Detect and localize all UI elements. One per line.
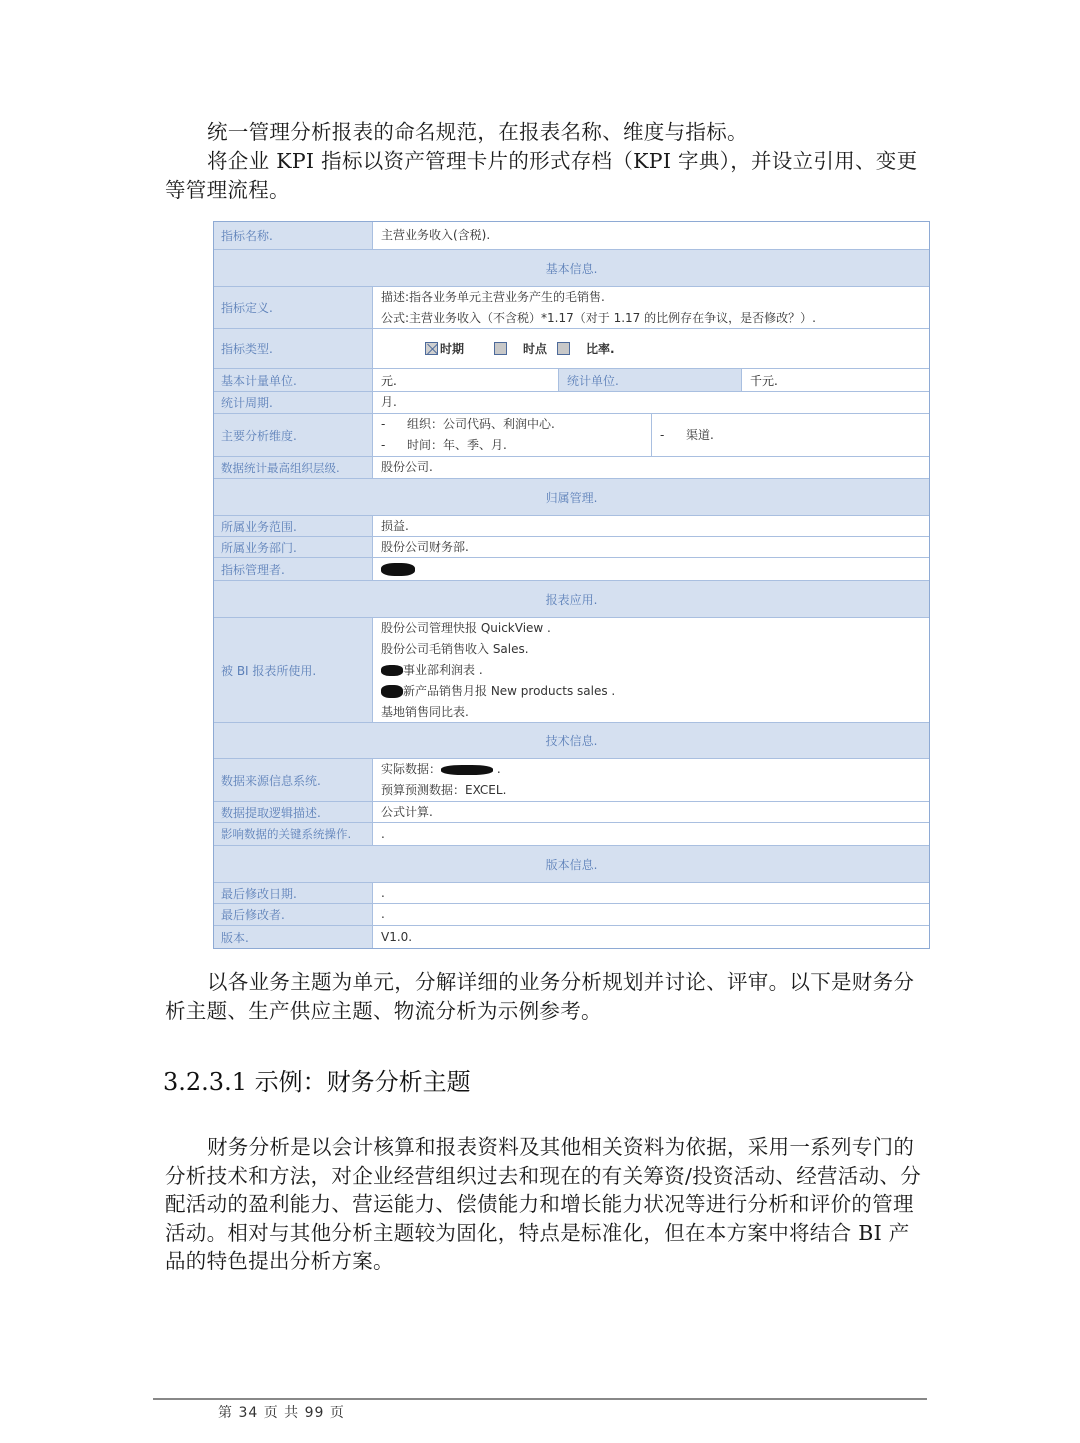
- label-base-unit: 基本计量单位.: [214, 369, 373, 391]
- section-ownership: 归属管理.: [214, 479, 929, 516]
- label-definition: 指标定义.: [214, 287, 373, 328]
- row-period: [214, 392, 929, 414]
- label-bi-reports: 被 BI 报表所使用.: [214, 618, 373, 722]
- row-top-level: [214, 457, 929, 479]
- row-kpi-type: [214, 329, 929, 369]
- row-extract: [214, 802, 929, 823]
- value-department: 股份公司财务部.: [381, 539, 469, 554]
- row-unit: [214, 369, 929, 392]
- definition-formula: 公式:主营业务收入（不含税）*1.17（对于 1.17 的比例存在争议，是否修改？）.: [381, 310, 816, 325]
- source-actual: 实际数据： .: [381, 762, 501, 776]
- row-kpi-name: [214, 222, 929, 250]
- label-top-level: 数据统计最高组织层级.: [214, 457, 373, 478]
- kpi-card-table: [213, 221, 930, 949]
- row-department: [214, 537, 929, 558]
- type-option-ratio[interactable]: 比率.: [557, 340, 615, 357]
- value-key-ops: .: [381, 826, 385, 841]
- value-stat-unit: 千元.: [750, 373, 778, 388]
- row-last-editor: [214, 904, 929, 926]
- page-number: 第 34 页 共 99 页: [218, 1405, 345, 1421]
- value-extract: 公式计算.: [381, 804, 433, 819]
- intro-paragraph-2: 将企业 KPI 指标以资产管理卡片的形式存档（KPI 字典），并设立引用、变更等管理流程。: [165, 149, 918, 202]
- redacted-prefix: [381, 685, 403, 698]
- definition-description: 描述:指各业务单元主营业务产生的毛销售.: [381, 289, 605, 304]
- row-key-ops: [214, 823, 929, 846]
- label-last-date: 最后修改日期.: [214, 883, 373, 903]
- label-dimensions: 主要分析维度.: [214, 414, 373, 456]
- label-stat-unit: 统计单位.: [558, 369, 742, 391]
- bi-report-item: 新产品销售月报 New products sales .: [381, 681, 929, 702]
- source-budget: 预算预测数据：EXCEL.: [381, 783, 507, 797]
- value-period: 月.: [381, 395, 397, 409]
- dimension-org: - 组织：公司代码、利润中心.: [381, 417, 555, 431]
- intro-paragraph-1: 统一管理分析报表的命名规范，在报表名称、维度与指标。: [207, 120, 748, 144]
- row-data-source: [214, 759, 929, 802]
- redacted-prefix: [381, 665, 403, 676]
- bi-report-item: 股份公司管理快报 QuickView .: [381, 620, 551, 635]
- checkbox-unchecked-icon[interactable]: [494, 342, 507, 355]
- bi-report-item: 基地销售同比表.: [381, 704, 469, 719]
- section-version-info: 版本信息.: [214, 846, 929, 883]
- row-dimensions: [214, 414, 929, 457]
- row-last-date: [214, 883, 929, 904]
- label-last-editor: 最后修改者.: [214, 904, 373, 925]
- label-extract: 数据提取逻辑描述.: [214, 802, 373, 822]
- redacted-system-name: [441, 765, 493, 775]
- section-tech-info: 技术信息.: [214, 723, 929, 759]
- value-base-unit: 元.: [381, 373, 397, 388]
- label-department: 所属业务部门.: [214, 537, 373, 557]
- body-paragraph-finance: 财务分析是以会计核算和报表资料及其他相关资料为依据，采用一系列专门的分析技术和方法，对企业经营组织过去和现在的有关筹资/投资活动、经营活动、分配活动的盈利能力、营运能力、偿债能力和增长能力状况等进行分析和评价的管理活动。相对与其他分析主题较为固化，特点是标准化，但在本方案中将结合 BI 产品的特色提出分析方案。: [165, 1135, 922, 1273]
- section-basic-info: 基本信息.: [214, 250, 929, 287]
- section-heading: 3.2.3.1 示例：财务分析主题: [163, 1068, 471, 1096]
- label-kpi-type: 指标类型.: [214, 329, 373, 368]
- bi-report-list: [373, 618, 929, 722]
- checkbox-unchecked-icon[interactable]: [557, 342, 570, 355]
- checkbox-checked-icon[interactable]: [425, 342, 438, 355]
- value-scope: 损益.: [381, 518, 409, 533]
- row-version: [214, 926, 929, 948]
- value-last-date: .: [381, 885, 385, 900]
- label-key-ops: 影响数据的关键系统操作.: [214, 823, 373, 845]
- type-option-point[interactable]: 时点: [494, 340, 547, 357]
- section-report-usage: 报表应用.: [214, 581, 929, 618]
- value-kpi-name: 主营业务收入(含税).: [381, 228, 491, 242]
- label-version: 版本.: [214, 926, 373, 948]
- label-data-source: 数据来源信息系统.: [214, 759, 373, 801]
- value-last-editor: .: [381, 907, 385, 921]
- body-paragraph-themes: 以各业务主题为单元，分解详细的业务分析规划并讨论、评审。以下是财务分析主题、生产供应主题、物流分析为示例参考。: [165, 970, 915, 1023]
- type-option-period[interactable]: 时期: [425, 340, 464, 357]
- value-top-level: 股份公司.: [381, 460, 433, 474]
- footer-divider: [153, 1398, 927, 1400]
- dimension-channel: - 渠道.: [660, 427, 714, 442]
- redacted-manager-name: [381, 563, 415, 576]
- row-definition: [214, 287, 929, 329]
- label-kpi-name: 指标名称.: [214, 222, 373, 249]
- row-scope: [214, 516, 929, 537]
- row-manager: [214, 558, 929, 581]
- bi-report-item: 事业部利润表 .: [381, 660, 929, 681]
- label-scope: 所属业务范围.: [214, 516, 373, 536]
- label-manager: 指标管理者.: [214, 558, 373, 580]
- row-bi-reports: [214, 618, 929, 723]
- value-version: V1.0.: [381, 929, 413, 944]
- dimension-time: - 时间：年、季、月.: [381, 438, 507, 452]
- label-period: 统计周期.: [214, 392, 373, 413]
- bi-report-item: 股份公司毛销售收入 Sales.: [381, 641, 529, 656]
